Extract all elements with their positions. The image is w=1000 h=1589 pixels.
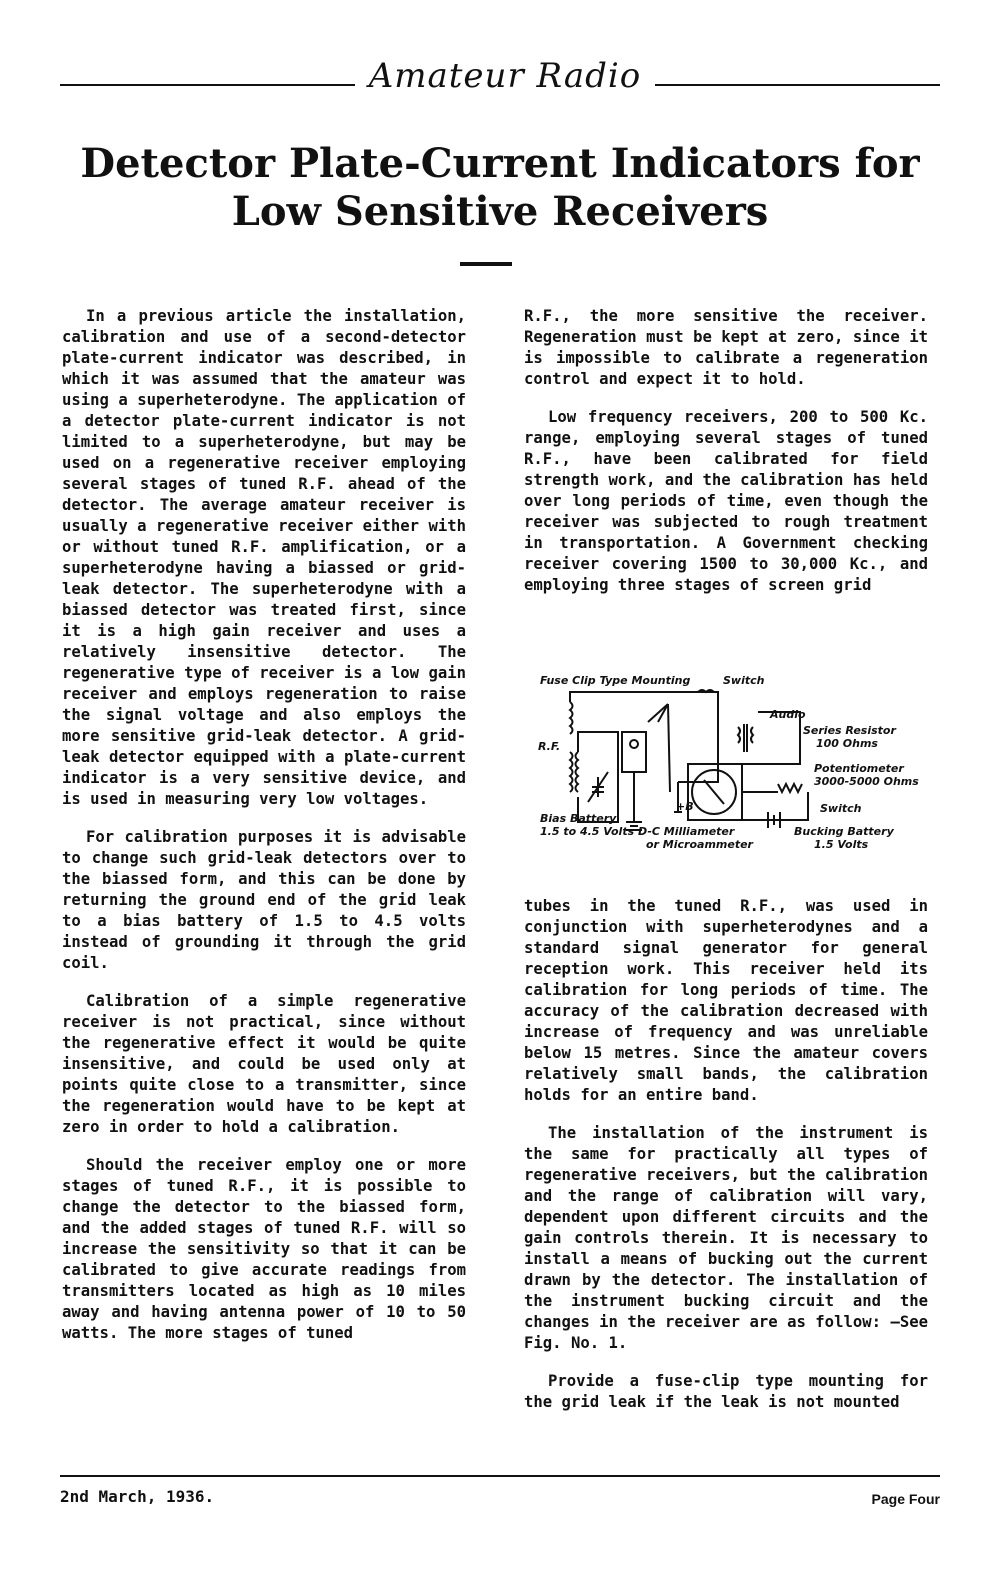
label-bucking-battery-value: 1.5 Volts xyxy=(814,838,869,851)
paragraph: In a previous article the installation, calibration and use of a second-detector plate-current indicator was described, in which it was assumed that the amateur was using a superheterodyne. The application of a detector plate-current indicator is not limited to a superheterodyne, but may be used on a regenerative receiver employing several stages of tuned R.F. ahead of the detector. The average amateur receiver is usually a regenerative receiver either with or without tuned R.F. amplification, or a superheterodyne having a biassed or grid-leak detector. The superheterodyne with a biassed detector was treated first, since it is a high gain receiver and uses a relatively insensitive detector. The regenerative type of receiver is a low gain receiver and employs regeneration to raise the signal voltage and also employs the more sensitive grid-leak detector. A grid-leak detector equipped with a plate-current indicator is a very sensitive device, and is used in measuring very low voltages. xyxy=(62,307,466,808)
right-column-bottom xyxy=(524,896,928,1430)
page-number: Page Four xyxy=(871,1491,940,1507)
label-potentiometer: Potentiometer xyxy=(814,762,904,775)
masthead-rule-right xyxy=(655,84,940,86)
paragraph: The installation of the instrument is the same for practically all types of regenerative receivers, but the calibration and the range of calibration will vary, dependent upon different circuits and the gain controls therein. It is necessary to install a means of bucking out the current drawn by the detector. The installation of the instrument bucking circuit and the changes in the receiver are as follow: —See Fig. No. 1. xyxy=(524,1124,928,1352)
page-footer xyxy=(60,1487,940,1517)
label-bias-battery-value: 1.5 to 4.5 Volts xyxy=(540,825,635,838)
label-bucking-battery: Bucking Battery xyxy=(794,825,894,838)
title-line-2: Low Sensitive Receivers xyxy=(231,188,769,235)
label-fuse-clip: Fuse Clip Type Mounting xyxy=(540,674,691,687)
paragraph: For calibration purposes it is advisable to change such grid-leak detectors over to the biassed form, and this can be done by returning the ground end of the grid leak to a bias battery of 1.5 to 4.5 volts instead of grounding it through the grid coil. xyxy=(62,828,466,972)
label-switch-bottom: Switch xyxy=(820,802,862,815)
paragraph: R.F., the more sensitive the receiver. Regeneration must be kept at zero, since it is impossible to calibrate a regeneration control and expect it to hold. xyxy=(524,307,928,388)
title-divider xyxy=(460,262,512,266)
title-line-1: Detector Plate-Current Indicators for xyxy=(80,140,920,187)
circuit-diagram xyxy=(538,672,918,872)
label-switch-top: Switch xyxy=(723,674,765,687)
footer-rule xyxy=(60,1475,940,1477)
label-bias-battery: Bias Battery xyxy=(540,812,617,825)
masthead-logo: Amateur Radio xyxy=(368,56,642,96)
label-series-resistor-value: 100 Ohms xyxy=(816,737,878,750)
label-potentiometer-value: 3000-5000 Ohms xyxy=(814,775,919,788)
article-title xyxy=(40,140,960,236)
label-plus-b: +B xyxy=(676,800,694,813)
label-rf: R.F. xyxy=(538,740,561,753)
paragraph: tubes in the tuned R.F., was used in conjunction with superheterodynes and a standard signal generator for general reception work. This receiver held its calibration for long periods of time. The accuracy of the calibration decreased with increase of frequency and was unreliable below 15 metres. Since the amateur covers relatively small bands, the calibration holds for an entire band. xyxy=(524,897,928,1104)
paragraph: Should the receiver employ one or more stages of tuned R.F., it is possible to change the detector to the biassed form, and the added stages of tuned R.F. will so increase the sensitivity so that it can be calibrated to give accurate readings from transmitters located as high as 10 miles away and having antenna power of 10 to 50 watts. The more stages of tuned xyxy=(62,1156,466,1342)
left-column xyxy=(62,306,466,1361)
paragraph: Low frequency receivers, 200 to 500 Kc. range, employing several stages of tuned R.F., have been calibrated for field strength work, and the calibration has held over long periods of time, even though the receiver was subjected to rough treatment in transportation. A Government checking receiver covering 1500 to 30,000 Kc., and employing three stages of screen grid xyxy=(524,408,928,594)
masthead xyxy=(60,56,940,106)
label-series-resistor: Series Resistor xyxy=(803,724,896,737)
paragraph: Calibration of a simple regenerative receiver is not practical, since without the regenerative effect it would be quite insensitive, and could be used only at points quite close to a transmitter, since the regeneration would have to be kept at zero in order to hold a calibration. xyxy=(62,992,466,1136)
label-audio: Audio xyxy=(770,708,806,721)
masthead-rule-left xyxy=(60,84,355,86)
paragraph: Provide a fuse-clip type mounting for the grid leak if the leak is not mounted xyxy=(524,1372,928,1411)
right-column-top xyxy=(524,306,928,613)
label-milliammeter: D-C Milliameter xyxy=(638,825,735,838)
label-microammeter: or Microammeter xyxy=(646,838,753,851)
issue-date: 2nd March, 1936. xyxy=(60,1487,215,1506)
